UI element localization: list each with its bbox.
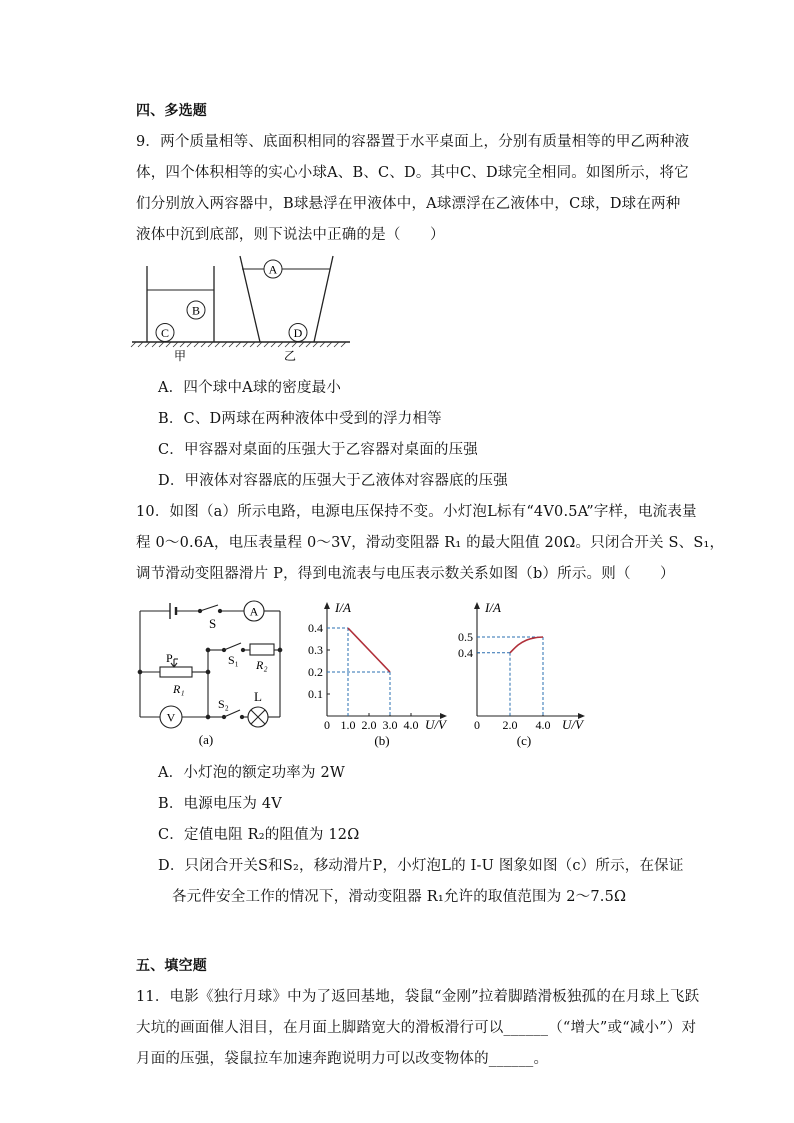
voltmeter [160, 706, 182, 728]
q9-text-line-1: 9．两个质量相等、底面积相同的容器置于水平桌面上，分别有质量相等的甲乙两种液 [136, 134, 690, 150]
chart-c-origin: 0 [474, 718, 480, 732]
x-tick-label-1: 2.0 [361, 718, 377, 732]
chart-c-ylabel: I/A [485, 600, 501, 615]
lamp-label: L [254, 689, 262, 704]
switch-s2-label: S₂ [218, 697, 229, 711]
label-jia: 甲 [173, 349, 187, 363]
q9-containers-figure [130, 252, 355, 366]
y-tick-label-1: 0.5 [458, 630, 473, 644]
q10-text-line-3: 调节滑动变阻器滑片 P，得到电流表与电压表示数关系如图（b）所示。则（ ） [136, 566, 675, 582]
x-tick-label-0: 2.0 [502, 718, 518, 732]
x-tick-label-3: 4.0 [403, 718, 419, 732]
ball-b-label: B [191, 303, 201, 318]
ball-c [156, 324, 174, 342]
switch-s1-label: S₁ [228, 653, 239, 667]
label-yi: 乙 [283, 349, 297, 363]
r2-label: R₂ [256, 658, 268, 672]
q9-option-b: B．C、D两球在两种液体中受到的浮力相等 [158, 411, 442, 427]
q11-text-line-3: 月面的压强，袋鼠拉车加速奔跑说明力可以改变物体的______。 [136, 1051, 549, 1067]
y-tick-label-2: 0.3 [308, 643, 323, 657]
y-axis-arrow [474, 602, 480, 609]
y-tick-label-1: 0.2 [308, 665, 323, 679]
q10-option-d-line-1: D．只闭合开关S和S₂，移动滑片P，小灯泡L的 I-U 图象如图（c）所示，在保证 [158, 858, 684, 874]
q9-text-line-2: 体，四个体积相等的实心小球A、B、C、D。其中C、D球完全相同。如图所示，将它 [136, 165, 689, 181]
y-tick-label-0: 0.1 [308, 687, 323, 701]
q9-option-c: C．甲容器对桌面的压强大于乙容器对桌面的压强 [158, 442, 478, 458]
chart-c-caption: (c) [516, 733, 532, 748]
series-line [348, 628, 390, 672]
voltmeter-label: V [166, 710, 176, 725]
chart-b-ylabel: I/A [335, 600, 351, 615]
ball-c-label: C [160, 326, 170, 340]
x-tick-label-0: 1.0 [340, 718, 356, 732]
series-line [510, 637, 543, 653]
y-tick-label-3: 0.4 [308, 621, 323, 635]
q11-text-line-2: 大坑的画面催人泪目，在月面上脚踏宽大的滑板滑行可以______（“增大”或“减小”）对 [136, 1020, 697, 1036]
r1-label: R₁ [173, 682, 185, 696]
ball-d-label: D [293, 326, 303, 340]
ball-d [289, 324, 307, 342]
chart-b-caption: (b) [374, 733, 390, 748]
q9-option-a: A．四个球中A球的密度最小 [158, 380, 342, 396]
ball-a-label: A [268, 262, 278, 277]
ball-b [187, 301, 205, 319]
y-tick-label-0: 0.4 [458, 645, 473, 660]
switch-s-label: S [209, 616, 217, 631]
q10-option-c: C．定值电阻 R₂的阻值为 12Ω [158, 827, 360, 843]
q10-option-b: B．电源电压为 4V [158, 796, 282, 812]
q10-option-d-line-2: 各元件安全工作的情况下，滑动变阻器 R₁允许的取值范围为 2～7.5Ω [172, 889, 627, 905]
q11-text-line-1: 11．电影《独行月球》中为了返回基地，袋鼠“金刚”拉着脚踏滑板独孤的在月球上飞跃 [136, 989, 700, 1005]
q10-text-line-2: 程 0～0.6A，电压表量程 0～3V，滑动变阻器 R₁ 的最大阻值 20Ω。只闭合开关 S、S₁， [136, 535, 725, 551]
ammeter-label: A [249, 604, 259, 619]
chart-b [300, 598, 450, 748]
ammeter [244, 601, 264, 621]
q9-text-line-4: 液体中沉到底部，则下说法中正确的是（ ） [136, 227, 445, 243]
container-yi [240, 256, 333, 342]
chart-b-origin: 0 [324, 718, 330, 732]
chart-b-xlabel: U/V [425, 717, 446, 732]
x-tick-label-2: 3.0 [382, 718, 398, 732]
q9-text-line-3: 们分别放入两容器中，B球悬浮在甲液体中，A球漂浮在乙液体中，C球，D球在两种 [136, 196, 681, 212]
chart-c [450, 598, 600, 748]
section-heading-multiple-choice: 四、多选题 [136, 103, 207, 119]
section-heading-fill-in: 五、填空题 [136, 958, 207, 974]
x-tick-label-1: 4.0 [535, 718, 551, 732]
circuit-caption: (a) [198, 732, 214, 747]
q9-option-d: D．甲液体对容器底的压强大于乙液体对容器底的压强 [158, 473, 508, 489]
q10-option-a: A．小灯泡的额定功率为 2W [158, 765, 346, 781]
q10-text-line-1: 10．如图（a）所示电路，电源电压保持不变。小灯泡L标有“4V0.5A”字样，电流表量 [136, 504, 697, 520]
q10-circuit-diagram [130, 596, 295, 748]
chart-c-xlabel: U/V [562, 717, 583, 732]
ball-a [264, 260, 282, 278]
slider-p-label: P [166, 651, 173, 665]
ground-hatching [131, 342, 346, 347]
y-axis-arrow [324, 602, 330, 609]
